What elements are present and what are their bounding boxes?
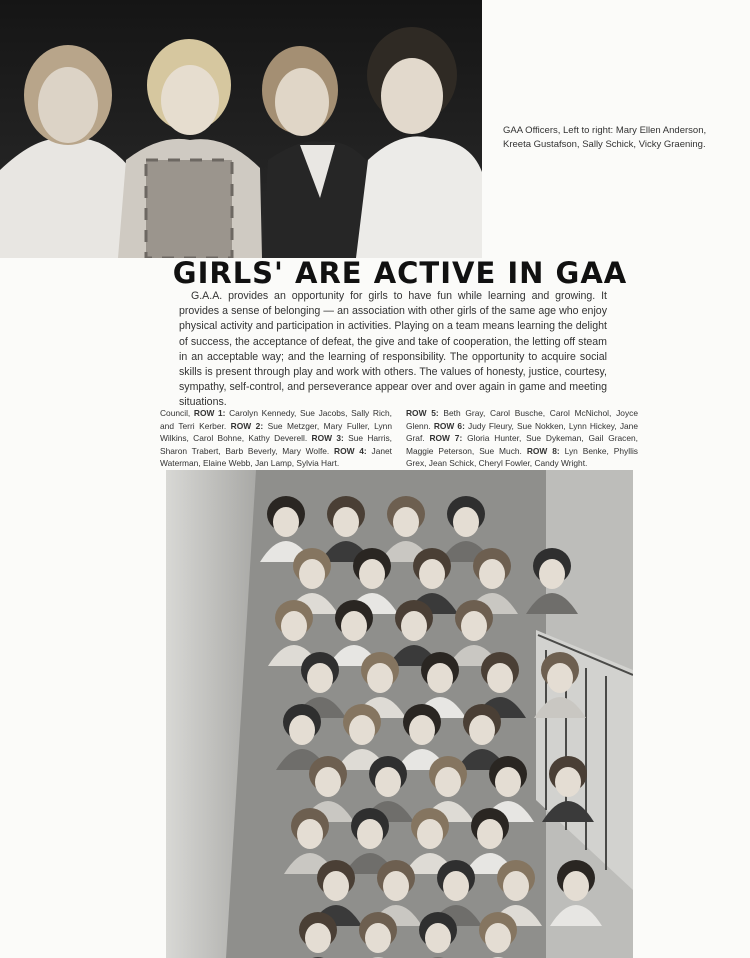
row-label: ROW 2:: [230, 420, 264, 431]
row-label: ROW 8:: [526, 445, 560, 456]
row-label: ROW 3:: [311, 433, 344, 444]
row-label: ROW 7:: [429, 433, 463, 444]
roster-right-column: [406, 407, 638, 470]
row-label: ROW 1:: [193, 408, 226, 418]
row-names: Janet Waterman, Elaine Webb, Jan Lamp, Sylvia Hart.: [160, 445, 392, 469]
page-headline: GIRLS' ARE ACTIVE IN GAA: [172, 256, 628, 290]
council-group-photo: [166, 470, 633, 958]
row-names: Sue Harris, Sharon Trabert, Barb Beverly, Mary Wolfe.: [160, 433, 393, 456]
row-names: Sue Metzger, Mary Fuller, Lynn Wilkins, Carol Bohne, Kathy Deverell.: [160, 420, 392, 444]
row-names: Judy Fleury, Sue Nokken, Lynn Hickey, Jane Graf.: [406, 420, 638, 444]
row-label: ROW 6:: [433, 420, 465, 431]
roster-left-column: [160, 407, 392, 470]
row-label: ROW 5:: [406, 408, 439, 418]
row-names: Lyn Benke, Phyllis Grex, Jean Schick, Cheryl Fowler, Candy Wright.: [406, 445, 638, 469]
council-group-photo-image: [166, 470, 633, 958]
row-names: Gloria Hunter, Sue Dykeman, Gail Gracen, Maggie Peterson, Sue Much.: [406, 433, 638, 456]
officers-photo-image: [0, 0, 482, 258]
body-paragraph: G.A.A. provides an opportunity for girls to have fun while learning and growing. It provides a sense of belonging — an association with other girls of the same age who enjoy physical activity and participation in activities. Playing on a team means learning the delight of success, the acceptance of defeat, the give and take of cooperation, the letting off steam in an acceptable way; and the learning of responsibility. The opportunity to acquire social skills is present through play and work with others. The values of honesty, justice, courtesy, sympathy, self-control, and perseverance appear over and over again in game and meeting situations.: [179, 290, 607, 409]
officers-photo: [0, 0, 482, 258]
row-names: Beth Gray, Carol Busche, Carol McNichol, Joyce Glenn.: [406, 408, 638, 431]
row-label: ROW 4:: [334, 445, 367, 456]
roster-intro: Council,: [160, 408, 194, 418]
row-names: Carolyn Kennedy, Sue Jacobs, Sally Rich, and Terri Kerber.: [160, 408, 392, 431]
officers-caption: GAA Officers, Left to right: Mary Ellen Anderson, Kreeta Gustafson, Sally Schick, Vicky Graening.: [503, 125, 707, 150]
